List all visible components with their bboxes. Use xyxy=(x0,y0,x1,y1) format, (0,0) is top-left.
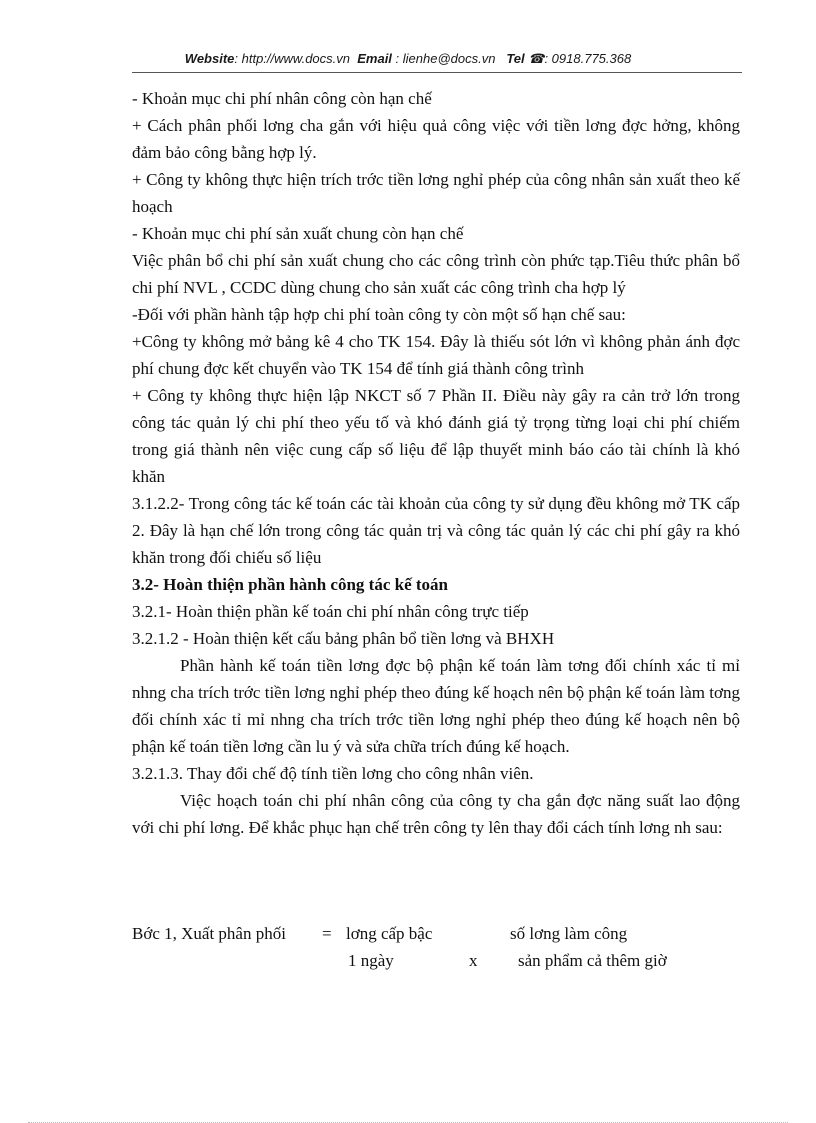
paragraph: Phần hành kế toán tiền lơng đợc bộ phận kế toán làm tơng đối chính xác tỉ mỉ nhng cha trích trớc tiền lơng nghỉ phép theo đúng kế hoạch nên bộ phận kế toán làm tơng đối chính xác tỉ mỉ nhng cha trích trớc tiền lơng nghỉ phép theo đúng kế hoạch nên bộ phận kế toán tiền lơng cần lu ý và sửa chữa trích đúng kế hoạch. xyxy=(132,656,740,756)
paragraph: - Khoản mục chi phí sản xuất chung còn hạn chế xyxy=(132,224,464,243)
document-body xyxy=(132,85,740,841)
email-value[interactable]: : lienhe@docs.vn xyxy=(395,51,496,66)
formula-times: x xyxy=(469,951,478,970)
paragraph: 3.1.2.2- Trong công tác kế toán các tài khoản của công ty sử dụng đều không mở TK cấp 2. Đây là hạn chế lớn trong công tác quản trị và công tác quản lý các chi phí gây ra khó khăn trong đối chiếu số liệu xyxy=(132,494,740,567)
paragraph: + Cách phân phối lơng cha gắn với hiệu quả công việc với tiền lơng đợc hởng, không đảm bảo công bằng hợp lý. xyxy=(132,116,740,162)
page-header xyxy=(0,51,816,67)
paragraph: Việc hoạch toán chi phí nhân công của công ty cha gắn đợc năng suất lao động với chi phí lơng. Để khắc phục hạn chế trên công ty lên thay đổi cách tính lơng nh sau: xyxy=(132,791,740,837)
formula-step: Bớc 1, Xuất phân phối xyxy=(132,924,286,943)
website-label: Website xyxy=(184,51,235,66)
paragraph: Việc phân bổ chi phí sản xuất chung cho các công trình còn phức tạp.Tiêu thức phân bổ chi phí NVL , CCDC dùng chung cho sản xuất các công trình cha hợp lý xyxy=(132,251,740,297)
formula-equals: = xyxy=(322,924,332,943)
paragraph: -Đối với phần hành tập hợp chi phí toàn công ty còn một số hạn chế sau: xyxy=(132,305,626,324)
subsection-title: 3.2.1- Hoàn thiện phần kế toán chi phí nhân công trực tiếp xyxy=(132,602,529,621)
formula-term2-line1: số lơng làm công xyxy=(510,924,628,943)
paragraph: + Công ty không thực hiện trích trớc tiền lơng nghỉ phép của công nhân sản xuất theo kế hoạch xyxy=(132,170,740,216)
paragraph: - Khoản mục chi phí nhân công còn hạn chế xyxy=(132,89,432,108)
subsection-title: 3.2.1.2 - Hoàn thiện kết cấu bảng phân bổ tiền lơng và BHXH xyxy=(132,629,555,648)
phone-icon: ☎ xyxy=(528,51,545,66)
formula-term1-line1: lơng cấp bậc xyxy=(346,924,433,943)
subsection-title: 3.2.1.3. Thay đổi chế độ tính tiền lơng cho công nhân viên. xyxy=(132,764,534,783)
email-label: Email xyxy=(357,51,392,66)
paragraph: + Công ty không thực hiện lập NKCT số 7 Phần II. Điều này gây ra cản trở lớn trong công tác quản lý chi phí theo yếu tố và khó đánh giá tỷ trọng từng loại chi phí chiếm trong giá thành nên việc cung cấp số liệu để lập thuyết minh báo cáo tài chính là khó khăn xyxy=(132,386,740,486)
header-rule xyxy=(132,72,742,73)
tel-value: : 0918.775.368 xyxy=(544,51,632,66)
section-heading: 3.2- Hoàn thiện phần hành công tác kế toán xyxy=(132,575,448,594)
formula-term2-line2: sản phẩm cả thêm giờ xyxy=(518,951,667,970)
paragraph: +Công ty không mở bảng kê 4 cho TK 154. Đây là thiếu sót lớn vì không phản ánh đợc phí chung đợc kết chuyển vào TK 154 để tính giá thành công trình xyxy=(132,332,740,378)
website-value[interactable]: : http://www.docs.vn xyxy=(234,51,350,66)
tel-label: Tel xyxy=(506,51,525,66)
formula-term1-line2: 1 ngày xyxy=(348,951,394,970)
formula xyxy=(132,924,752,984)
